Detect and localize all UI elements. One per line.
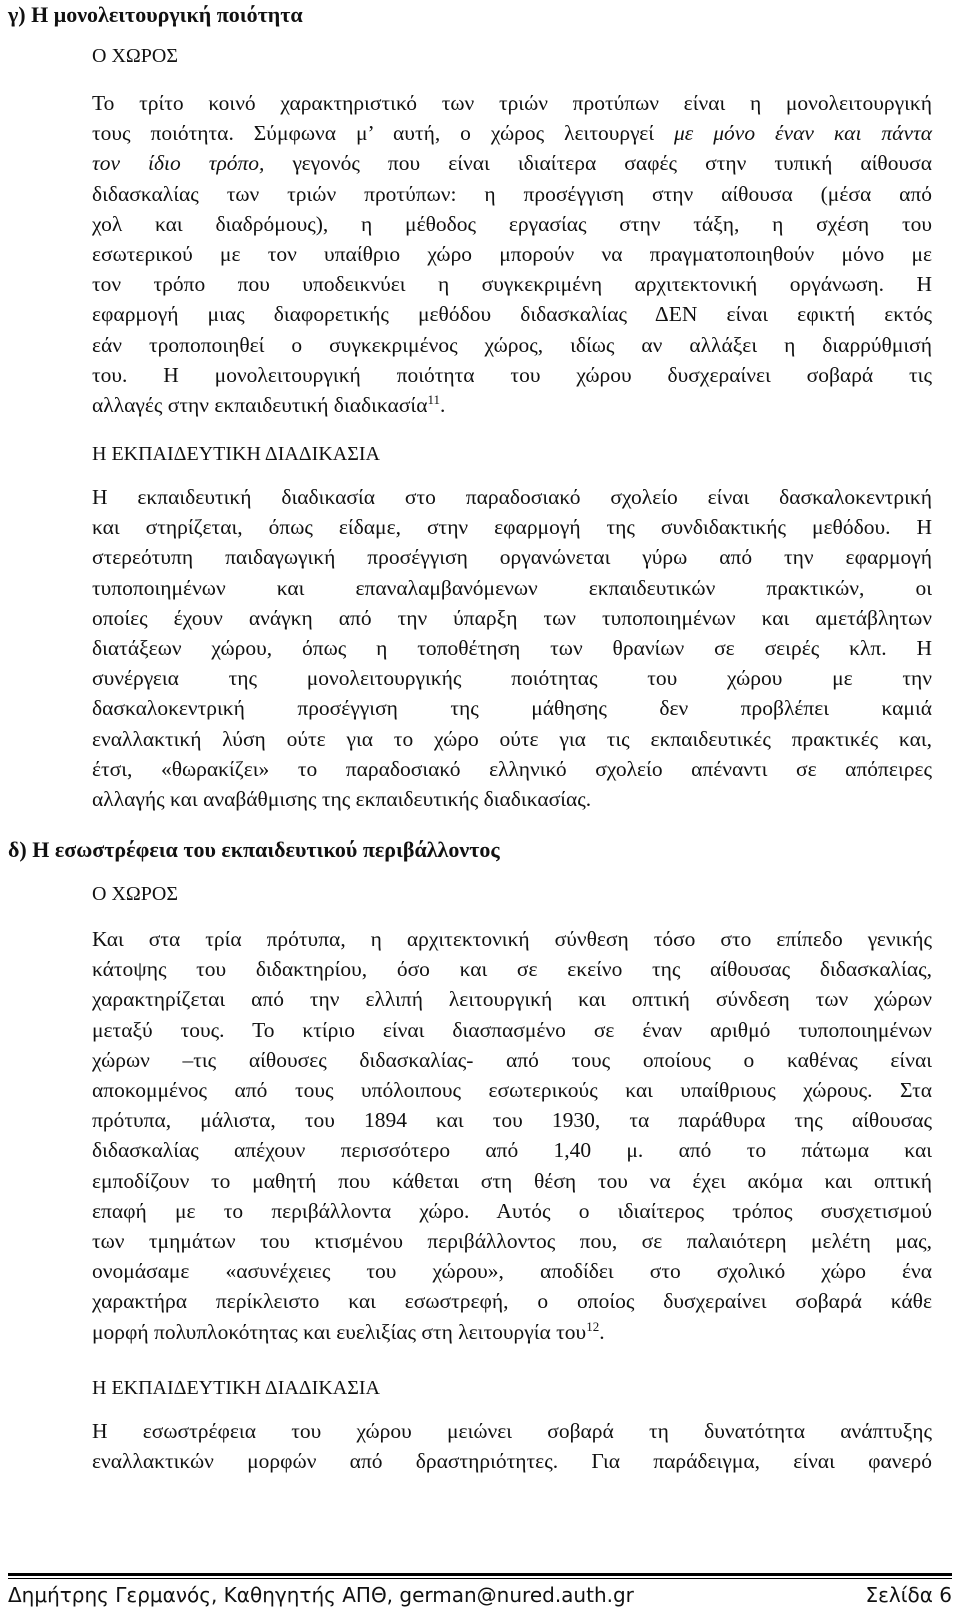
- footnote-marker: 11: [427, 391, 440, 407]
- text-line: κάτοψης του διδακτηρίου, όσο και σε εκείνο της αίθουσας διδασκαλίας,: [92, 957, 932, 982]
- text-line: αποκομμένος από τους υπόλοιπους εσωτερικούς και υπαίθριους χώρους. Στα: [92, 1078, 932, 1103]
- section-c-space-paragraph: [92, 88, 932, 420]
- text-line: πρότυπα, μάλιστα, του 1894 και του 1930, τα παράθυρα της αίθουσας: [92, 1108, 932, 1133]
- footer-author: Δημήτρης Γερμανός, Καθηγητής ΑΠΘ, german@nured.auth.gr: [8, 1583, 634, 1607]
- section-d-space-paragraph: [92, 924, 932, 1347]
- section-c-process-heading: Η ΕΚΠΑΙΔΕΥΤΙΚΗ ΔΙΑΔΙΚΑΣΙΑ: [92, 443, 380, 465]
- text-line: χαρακτήρα περίκλειστο και εσωστρεφή, ο οποίος δυσχεραίνει σοβαρά κάθε: [92, 1289, 932, 1314]
- text-line: εφαρμογή μιας διαφορετικής μεθόδου διδασκαλίας ΔΕΝ είναι εφικτή εκτός: [92, 302, 932, 327]
- text-line: και στηρίζεται, όπως είδαμε, στην εφαρμογή της συνδιδακτικής μεθόδου. Η: [92, 515, 932, 540]
- text-line: τον τρόπο που υποδεικνύει η συγκεκριμένη αρχιτεκτονική οργάνωση. Η: [92, 272, 932, 297]
- section-c-space-heading: Ο ΧΩΡΟΣ: [92, 45, 178, 67]
- text-line: χώρων –τις αίθουσες διδασκαλίας- από τους οποίους ο καθένας είναι: [92, 1047, 932, 1072]
- text-line: μεταξύ τους. Το κτίριο είναι διασπασμένο σε έναν αριθμό τυποποιημένων: [92, 1017, 932, 1042]
- text-line: εμποδίζουν το μαθητή που κάθεται στη θέση του να έχει ακόμα και οπτική: [92, 1168, 932, 1193]
- text-line: δασκαλοκεντρική προσέγγιση της μάθησης δεν προβλέπει καμιά: [92, 696, 932, 721]
- text-line: αλλαγής και αναβάθμισης της εκπαιδευτικής διαδικασίας.: [92, 787, 592, 812]
- section-d-heading: δ) Η εσωστρέφεια του εκπαιδευτικού περιβάλλοντος: [8, 837, 500, 862]
- text-line: τυποποιημένων και επαναλαμβανόμενων εκπαιδευτικών πρακτικών, οι: [92, 575, 932, 600]
- section-d-process-heading: Η ΕΚΠΑΙΔΕΥΤΙΚΗ ΔΙΑΔΙΚΑΣΙΑ: [92, 1377, 380, 1399]
- section-c-heading: γ) Η μονολειτουργική ποιότητα: [8, 2, 303, 27]
- text-line: τον ίδιο τρόπο, γεγονός που είναι ιδιαίτερα σαφές στην τυπική αίθουσα: [92, 151, 932, 176]
- text-line: επαφή με το περιβάλλοντα χώρο. Αυτός ο ιδιαίτερος τρόπος συσχετισμού: [92, 1198, 932, 1223]
- section-c-process-paragraph: [92, 482, 932, 814]
- footer-rule-thin: [8, 1578, 952, 1579]
- text-line: αλλαγές στην εκπαιδευτική διαδικασία$^{11}$.: [92, 391, 446, 418]
- text-line: εναλλακτική λύση ούτε για το χώρο ούτε για τις εκπαιδευτικές πρακτικές και,: [92, 726, 932, 751]
- section-d-process-paragraph: [92, 1416, 932, 1476]
- footer-page-number: Σελίδα 6: [865, 1583, 952, 1607]
- text-line: διατάξεων χώρου, όπως η τοποθέτηση των θρανίων σε σειρές κλπ. Η: [92, 636, 932, 661]
- text-line: εάν τροποποιηθεί ο συγκεκριμένος χώρος, ιδίως αν αλλάξει η διαρρύθμισή: [92, 332, 932, 357]
- text-line: του. Η μονολειτουργική ποιότητα του χώρου δυσχεραίνει σοβαρά τις: [92, 362, 932, 387]
- text-line: Το τρίτο κοινό χαρακτηριστικό των τριών προτύπων είναι η μονολειτουργική: [92, 91, 932, 115]
- text-line: στερεότυπη παιδαγωγική προσέγγιση οργανώνεται γύρω από την εφαρμογή: [92, 545, 932, 570]
- text-line: εναλλακτικών μορφών από δραστηριότητες. Για παράδειγμα, είναι φανερό: [92, 1449, 932, 1474]
- text-line: Η εσωστρέφεια του χώρου μειώνει σοβαρά τη δυνατότητα ανάπτυξης: [92, 1419, 932, 1443]
- text-line: τους ποιότητα. Σύμφωνα μ’ αυτή, ο χώρος λειτουργεί με μόνο έναν και πάντα: [92, 121, 932, 146]
- italic-phrase: με μόνο έναν και πάντα: [674, 121, 932, 146]
- text-line: των τμημάτων του κτισμένου περιβάλλοντος που, σε παλαιότερη μελέτη μας,: [92, 1229, 932, 1254]
- text-line: ονομάσαμε «ασυνέχειες του χώρου», αποδίδει στο σχολικό χώρο ένα: [92, 1259, 932, 1284]
- page-footer: [8, 1581, 952, 1609]
- text-line: Και στα τρία πρότυπα, η αρχιτεκτονική σύνθεση τόσο στο επίπεδο γενικής: [92, 927, 932, 951]
- text-line: συνέργεια της μονολειτουργικής ποιότητας του χώρου με την: [92, 666, 932, 691]
- text-line: χολ και διαδρόμους), η μέθοδος εργασίας στην τάξη, η σχέση του: [92, 211, 932, 236]
- footnote-marker: 12: [586, 1318, 600, 1334]
- text-line: εσωτερικού με τον υπαίθριο χώρο μπορούν να πραγματοποιηθούν μόνο με: [92, 242, 932, 267]
- text-line: μορφή πολυπλοκότητας και ευελιξίας στη λειτουργία του$^{12}$.: [92, 1318, 605, 1344]
- text-line: οποίες έχουν ανάγκη από την ύπαρξη των τυποποιημένων και αμετάβλητων: [92, 605, 932, 630]
- text-line: έτσι, «θωρακίζει» το παραδοσιακό ελληνικό σχολείο απέναντι σε απόπειρες: [92, 756, 932, 781]
- text-line: διδασκαλίας απέχουν περισσότερο από 1,40 μ. από το πάτωμα και: [92, 1138, 932, 1163]
- text-line: Η εκπαιδευτική διαδικασία στο παραδοσιακό σχολείο είναι δασκαλοκεντρική: [92, 485, 932, 509]
- text-line: διδασκαλίας των τριών προτύπων: η προσέγγιση στην αίθουσα (μέσα από: [92, 181, 932, 206]
- text-line: χαρακτηρίζεται από την ελλιπή λειτουργική και οπτική σύνδεση των χώρων: [92, 987, 932, 1012]
- section-d-space-heading: Ο ΧΩΡΟΣ: [92, 883, 178, 905]
- footer-rule: [8, 1573, 952, 1576]
